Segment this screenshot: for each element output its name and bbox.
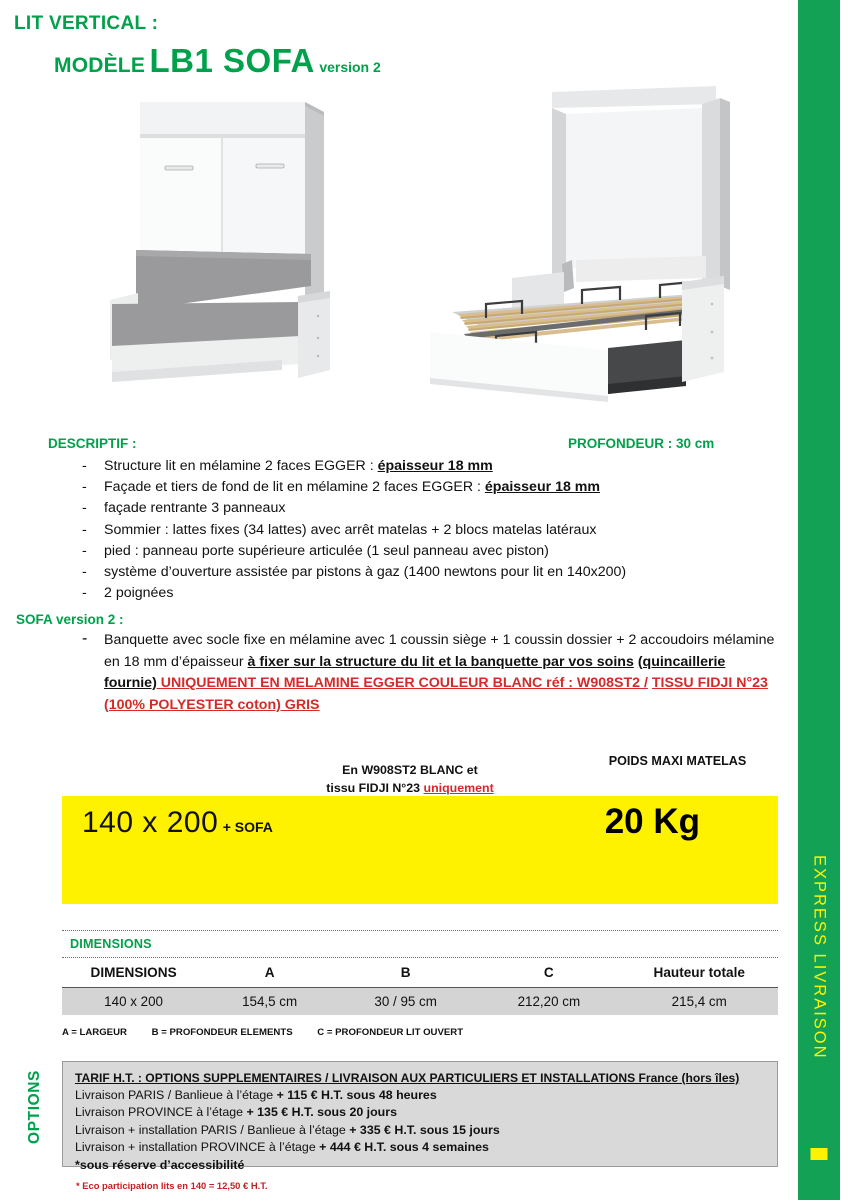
tariff-row-price: + 135 € H.T. sous 20 jours: [246, 1105, 397, 1120]
page-title-model: [54, 42, 381, 80]
sofa-line-2-emphasis: à fixer sur la structure du lit et la banquette par vos soins: [247, 653, 634, 670]
dimensions-band: [62, 930, 778, 958]
bullet-text: pied : panneau porte supérieure articulée (1 seul panneau avec piston): [104, 542, 549, 559]
bullet-dash: -: [82, 630, 88, 647]
bullet-text: 2 poignées: [104, 585, 174, 602]
tariff-accessibility-note: *sous réserve d’accessibilité: [75, 1157, 245, 1172]
bullet-dash: -: [82, 585, 87, 602]
model-version-label: version 2: [319, 59, 381, 75]
column-header-hauteur: Hauteur totale: [620, 958, 778, 988]
cell-b: 30 / 95 cm: [334, 988, 477, 1016]
page-title-lit-vertical: LIT VERTICAL :: [14, 13, 159, 34]
max-weight-value: 20 Kg: [604, 802, 700, 841]
bullet-dash: -: [82, 564, 87, 581]
material-note-line1: En W908ST2 BLANC et: [342, 763, 478, 777]
tariff-row-price: + 115 € H.T. sous 48 heures: [276, 1088, 437, 1102]
sofa-section-heading: SOFA version 2 :: [16, 612, 124, 627]
tariff-box: [62, 1061, 778, 1172]
cell-c: 212,20 cm: [477, 988, 620, 1016]
list-item: [66, 562, 766, 583]
express-delivery-label: EXPRESS LIVRAISON: [810, 855, 829, 1060]
dimensions-table: [62, 958, 778, 1015]
descriptif-list: [66, 456, 766, 604]
column-header-b: B: [334, 958, 477, 988]
tariff-row: [75, 1122, 777, 1139]
column-header-dimensions: DIMENSIONS: [62, 958, 205, 988]
wall-bed-open-photo: [424, 82, 760, 410]
dimensions-band-title: DIMENSIONS: [70, 937, 152, 951]
tariff-row-price: + 444 € H.T. sous 4 semaines: [319, 1140, 489, 1155]
model-prefix-label: MODÈLE: [54, 54, 146, 77]
legend-c: C = PROFONDEUR LIT OUVERT: [317, 1027, 464, 1038]
column-header-a: A: [205, 958, 334, 988]
tariff-row-text: Livraison + installation PROVINCE à l’étage: [75, 1140, 320, 1155]
bullet-dash: -: [82, 500, 87, 517]
cell-dimensions: 140 x 200: [62, 988, 205, 1016]
table-header-row: [62, 958, 778, 988]
tariff-row-text: Livraison + installation PARIS / Banlieue à l’étage: [75, 1122, 350, 1137]
cell-hauteur: 215,4 cm: [620, 988, 778, 1016]
bullet-text: Structure lit en mélamine 2 faces EGGER :: [104, 458, 378, 474]
list-item: [66, 630, 776, 716]
sofa-line-4-warning: TISSU FIDJI N°23 (100% POLYESTER coton) GRIS: [104, 675, 768, 713]
legend-b: B = PROFONDEUR ELEMENTS: [151, 1027, 293, 1038]
list-item: [66, 477, 766, 498]
sofa-description: [66, 630, 776, 716]
max-mattress-weight-heading: POIDS MAXI MATELAS: [608, 754, 747, 768]
options-vertical-label: OPTIONS: [26, 1070, 43, 1144]
bullet-dash: -: [82, 458, 87, 474]
dimensions-section: [62, 930, 778, 1015]
tariff-row-text: Livraison PARIS / Banlieue à l’étage: [75, 1088, 277, 1102]
list-item: [66, 456, 766, 477]
bullet-text: Façade et tiers de fond de lit en mélamine 2 faces EGGER :: [104, 479, 485, 496]
material-note-line2: [310, 779, 510, 797]
list-item: [66, 520, 766, 541]
sofa-line-3-warning: UNIQUEMENT EN MELAMINE EGGER COULEUR BLANC réf : W908ST2 /: [156, 675, 648, 691]
model-name-label: LB1 SOFA: [149, 42, 315, 79]
sofa-text-body: [104, 630, 776, 716]
tariff-title: TARIF H.T. : OPTIONS SUPPLEMENTAIRES / LIVRAISON AUX PARTICULIERS ET INSTALLATIONS France (hors îles): [75, 1071, 740, 1085]
material-note-uniquement: uniquement: [423, 781, 494, 795]
profondeur-value: PROFONDEUR : 30 cm: [568, 436, 715, 451]
sofa-line-2-plain: mélamine en 18 mm d’épaisseur: [104, 632, 775, 670]
wall-bed-closed-photo: [92, 88, 360, 408]
sofa-line-1: Banquette avec socle fixe en mélamine avec 1 coussin siège + 1 coussin dossier + 2 accoudoirs: [104, 632, 709, 648]
cell-a: 154,5 cm: [205, 988, 334, 1016]
material-note-fabric: tissu FIDJI N°23: [326, 781, 424, 795]
tariff-row: [75, 1139, 777, 1156]
bullet-emphasis: épaisseur 18 mm: [484, 479, 601, 496]
bullet-text: système d’ouverture assistée par pistons à gaz (1400 newtons pour lit en 140x200): [104, 564, 627, 581]
tariff-row: [75, 1104, 777, 1121]
descriptif-heading: DESCRIPTIF :: [48, 436, 137, 451]
list-item: [66, 583, 766, 604]
eco-participation-note: * Eco participation lits en 140 = 12,50 € H.T.: [76, 1180, 268, 1191]
tariff-row-price: + 335 € H.T. sous 15 jours: [349, 1122, 500, 1137]
express-delivery-sidebar: [798, 0, 840, 1200]
dimensions-legend: [62, 1027, 485, 1038]
bullet-dash: -: [82, 479, 87, 496]
bed-size-suffix: + SOFA: [222, 819, 273, 835]
bed-size-label: [82, 806, 273, 840]
column-header-c: C: [477, 958, 620, 988]
sofa-line-3-emphasis: (quincaillerie fournie): [104, 653, 726, 691]
legend-a: A = LARGEUR: [62, 1027, 127, 1038]
bullet-text: Sommier : lattes fixes (34 lattes) avec arrêt matelas + 2 blocs matelas latéraux: [104, 521, 597, 538]
yellow-square-marker: [811, 1148, 828, 1160]
size-weight-band: [62, 796, 778, 904]
tariff-row: [75, 1087, 777, 1104]
bullet-text: façade rentrante 3 panneaux: [104, 500, 286, 517]
bullet-emphasis: épaisseur 18 mm: [377, 458, 493, 474]
bullet-dash: -: [82, 542, 87, 559]
material-note: [310, 761, 510, 797]
table-row: [62, 988, 778, 1016]
tariff-row-text: Livraison PROVINCE à l’étage: [75, 1105, 247, 1120]
list-item: [66, 541, 766, 562]
bullet-dash: -: [82, 521, 87, 538]
bed-size-value: 140 x 200: [82, 806, 219, 839]
list-item: [66, 498, 766, 519]
